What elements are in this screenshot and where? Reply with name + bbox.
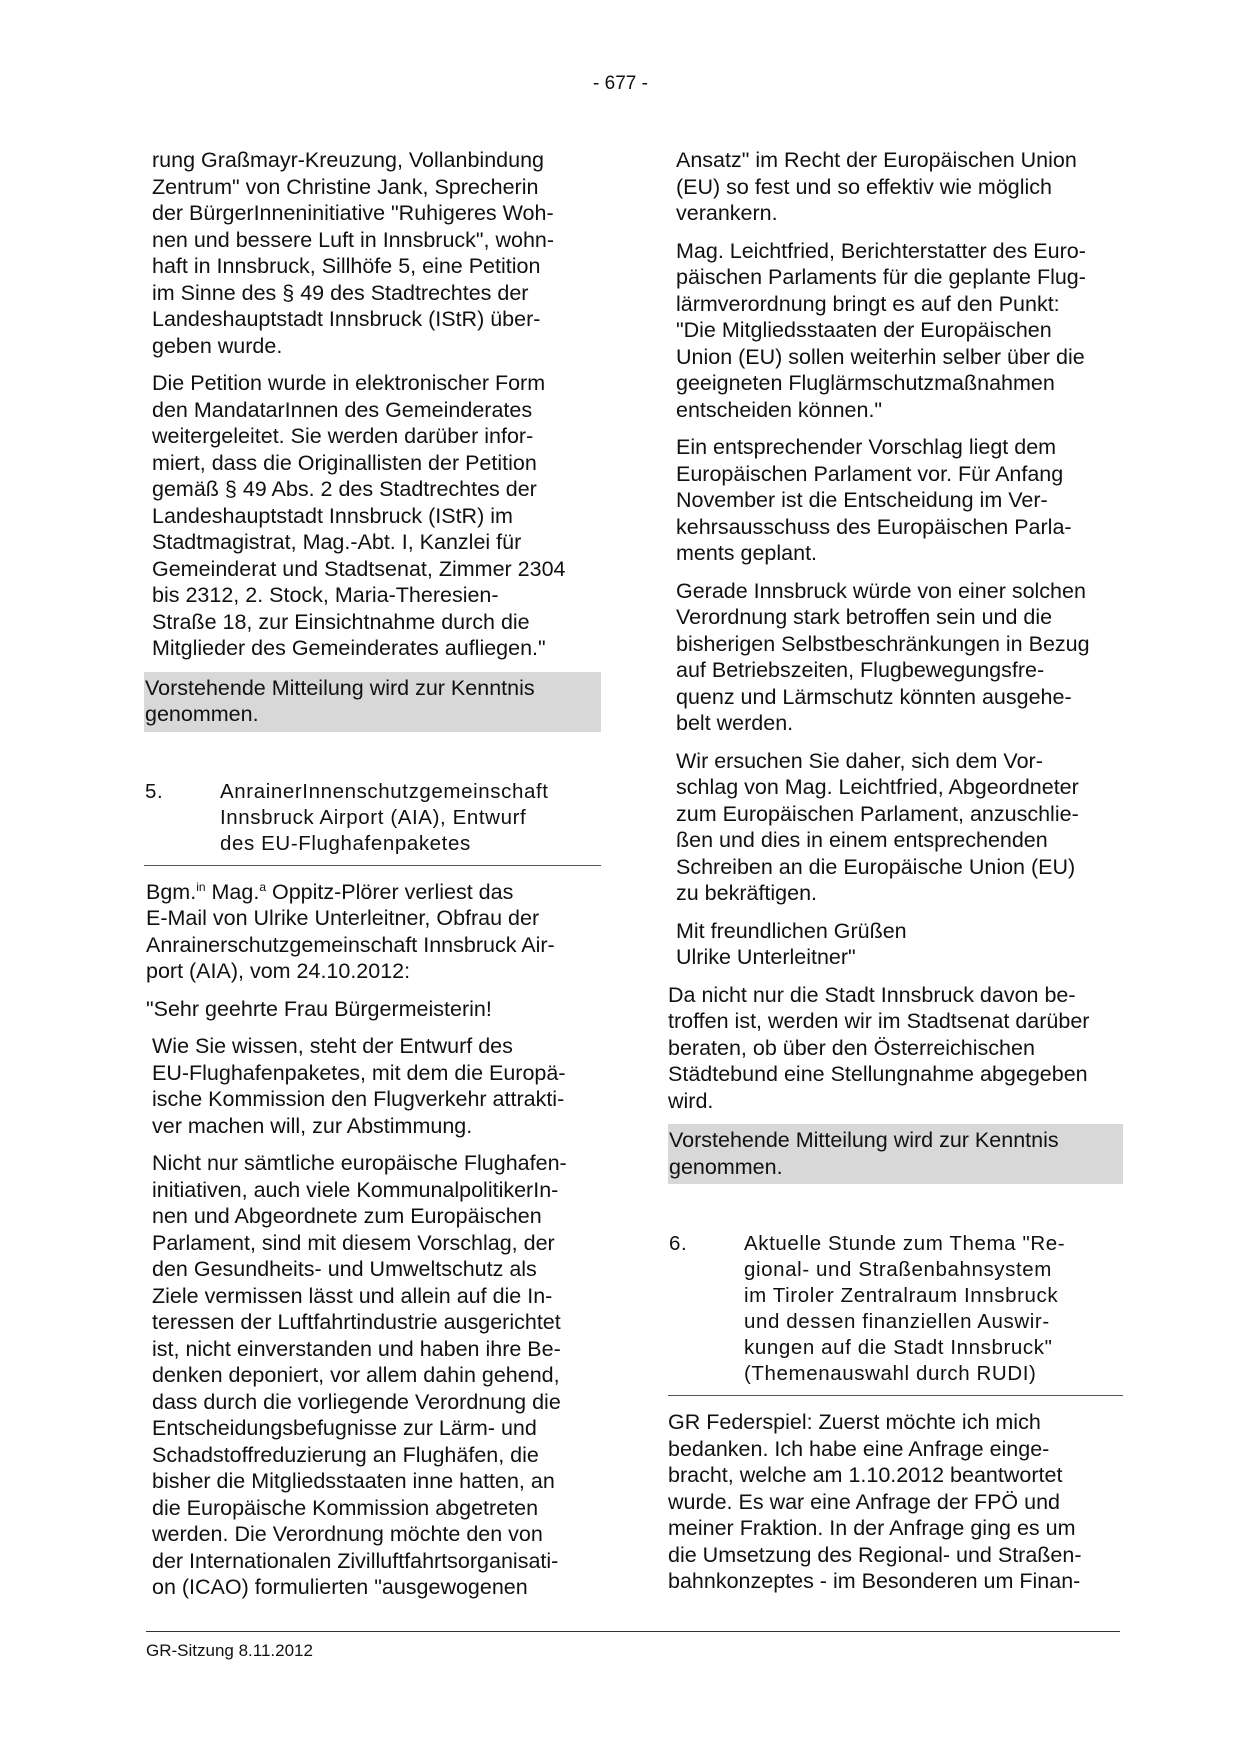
text-line: nen und Abgeordnete zum Europäischen [152, 1204, 542, 1228]
text-line: Entscheidungsbefugnisse zur Lärm- und [152, 1416, 537, 1440]
notice-line: genommen. [669, 1154, 783, 1179]
text-line: im Sinne des § 49 des Stadtrechtes der [152, 280, 529, 305]
text-line: November ist die Entscheidung im Ver- [676, 488, 1048, 512]
title-text: Mag. [205, 879, 260, 904]
text-line: schlag von Mag. Leichtfried, Abgeordneter [676, 775, 1079, 799]
text-line: Zentrum" von Christine Jank, Sprecherin [152, 174, 539, 199]
text-line: Verordnung stark betroffen sein und die [676, 605, 1053, 629]
text-line: miert, dass die Originallisten der Petition [152, 450, 537, 475]
text-line: den MandatarInnen des Gemeinderates [152, 397, 533, 422]
text-line: bedanken. Ich habe eine Anfrage einge- [668, 1436, 1050, 1461]
text-line: die Umsetzung des Regional- und Straßen- [668, 1542, 1082, 1567]
text-line: wurde. Es war eine Anfrage der FPÖ und [668, 1489, 1060, 1514]
text-line: Da nicht nur die Stadt Innsbruck davon be- [668, 982, 1076, 1007]
footer-session-date: GR-Sitzung 8.11.2012 [146, 1641, 313, 1660]
text-line: auf Betriebszeiten, Flugbewegungsfre- [676, 658, 1045, 682]
text-line: beraten, ob über den Österreichischen [668, 1035, 1035, 1060]
text-line: Schadstoffreduzierung an Flughäfen, die [152, 1442, 539, 1467]
text-line: Parlament, sind mit diesem Vorschlag, der [152, 1230, 555, 1255]
notice-box [144, 672, 601, 732]
text-line: zu bekräftigen. [676, 881, 818, 905]
letter-paragraph [668, 238, 1123, 424]
text-line: ments geplant. [676, 541, 818, 565]
text-line: Landeshauptstadt Innsbruck (IStR) über- [152, 307, 541, 331]
text-line: nen und bessere Luft in Innsbruck", wohn- [152, 227, 555, 252]
text-line: den Gesundheits- und Umweltschutz als [152, 1257, 537, 1281]
letter-paragraph [146, 1150, 601, 1601]
text-line: bisher die Mitgliedsstaaten inne hatten, an [152, 1469, 555, 1493]
text-line: troffen ist, werden wir im Stadtsenat darüber [668, 1009, 1090, 1033]
text-line: (EU) so fest und so effektiv wie möglich [676, 174, 1053, 199]
text-line: Anrainerschutzgemeinschaft Innsbruck Air- [146, 932, 555, 957]
agenda-item-6-heading [668, 1231, 1123, 1396]
petition-paragraph [146, 147, 601, 359]
text-line: die Europäische Kommission abgetreten [152, 1495, 539, 1520]
text-line: ist, nicht einverstanden und haben ihre Be- [152, 1336, 561, 1361]
text-line: päischen Parlaments für die geplante Flug- [676, 265, 1086, 289]
text-line: Gerade Innsbruck würde von einer solchen [676, 578, 1086, 603]
notice-line: genommen. [145, 702, 259, 726]
text-line: Nicht nur sämtliche europäische Flughafen- [152, 1151, 567, 1175]
text-line: initiativen, auch viele KommunalpolitikerIn- [152, 1177, 559, 1202]
right-column [668, 147, 1123, 1595]
text-line: entscheiden können." [676, 397, 883, 422]
heading-line: und dessen finanziellen Auswir- [744, 1310, 1050, 1333]
text-line: ische Kommission den Flugverkehr attrakti- [152, 1087, 565, 1111]
text-line: denken deponiert, vor allem dahin gehend, [152, 1363, 560, 1387]
letter-paragraph [668, 434, 1123, 567]
text-line [146, 879, 601, 906]
title-text: Bgm. [146, 879, 197, 904]
text-line: Landeshauptstadt Innsbruck (IStR) im [152, 503, 513, 528]
text-line: "Die Mitgliedsstaaten der Europäischen [676, 318, 1052, 342]
page-number: - 677 - [593, 73, 648, 94]
left-column [146, 147, 601, 1601]
text-line: EU-Flughafenpaketes, mit dem die Europä- [152, 1060, 566, 1085]
text-line: meiner Fraktion. In der Anfrage ging es um [668, 1516, 1076, 1540]
text-line: geben wurde. [152, 333, 283, 358]
heading-line: AnrainerInnenschutzgemeinschaft [220, 779, 549, 803]
text-line: Union (EU) sollen weiterhin selber über die [676, 344, 1085, 369]
text-line: belt werden. [676, 711, 794, 735]
text-line: Ansatz" im Recht der Europäischen Union [676, 148, 1077, 172]
heading-line: (Themenauswahl durch RUDI) [744, 1362, 1037, 1385]
intro-paragraph [146, 879, 601, 985]
superscript: a [259, 879, 266, 894]
heading-line: im Tiroler Zentralraum Innsbruck [744, 1284, 1059, 1307]
text-line: kehrsausschuss des Europäischen Parla- [676, 514, 1072, 539]
letter-paragraph [146, 1033, 601, 1139]
text-line: weitergeleitet. Sie werden darüber infor- [152, 424, 534, 448]
text-line: bahnkonzeptes - im Besonderen um Finan- [668, 1569, 1081, 1593]
text-line: haft in Innsbruck, Sillhöfe 5, eine Petition [152, 254, 541, 278]
text-line: geeigneten Fluglärmschutzmaßnahmen [676, 371, 1055, 395]
agenda-item-title [744, 1231, 1065, 1387]
text-line: Schreiben an die Europäische Union (EU) [676, 854, 1076, 879]
superscript: in [196, 879, 206, 894]
text-line: rung Graßmayr-Kreuzung, Vollanbindung [152, 148, 544, 172]
signature-name: Ulrike Unterleitner" [676, 945, 856, 969]
text-line: Wie Sie wissen, steht der Entwurf des [152, 1034, 513, 1058]
heading-line: Innsbruck Airport (AIA), Entwurf [220, 805, 527, 829]
footer-divider [146, 1631, 1120, 1632]
petition-forwarding-paragraph [146, 370, 601, 662]
text-line: Mit freundlichen Grüßen [676, 918, 907, 943]
text-line: Europäischen Parlament vor. Für Anfang [676, 461, 1064, 486]
heading-line: des EU-Flughafenpaketes [220, 831, 471, 855]
text-line: Straße 18, zur Einsichtnahme durch die [152, 609, 530, 634]
text-line: verankern. [676, 201, 778, 225]
text-line: Die Petition wurde in elektronischer Form [152, 371, 546, 395]
notice-line: Vorstehende Mitteilung wird zur Kenntnis [145, 675, 535, 700]
agenda-item-number: 5. [145, 779, 164, 803]
notice-box [668, 1124, 1123, 1184]
agenda-item-number: 6. [669, 1232, 688, 1255]
salutation: "Sehr geehrte Frau Bürgermeisterin! [146, 996, 492, 1021]
text-line: lärmverordnung bringt es auf den Punkt: [676, 291, 1060, 316]
text-line: GR Federspiel: Zuerst möchte ich mich [668, 1410, 1041, 1434]
text-line: dass durch die vorliegende Verordnung die [152, 1389, 561, 1414]
text-line: der Internationalen Zivilluftfahrtsorganisati- [152, 1548, 559, 1573]
text-line: bisherigen Selbstbeschränkungen in Bezug [676, 631, 1090, 656]
text-line: bracht, welche am 1.10.2012 beantwortet [668, 1463, 1063, 1487]
text-line: Gemeinderat und Stadtsenat, Zimmer 2304 [152, 556, 566, 581]
text-line: Stadtmagistrat, Mag.-Abt. I, Kanzlei für [152, 530, 522, 554]
text-span: Oppitz-Plörer verliest das [266, 879, 514, 904]
text-line: zum Europäischen Parlament, anzuschlie- [676, 801, 1079, 826]
text-line: Wir ersuchen Sie daher, sich dem Vor- [676, 748, 1043, 773]
text-line: teressen der Luftfahrtindustrie ausgerichtet [152, 1310, 561, 1334]
text-line: der BürgerInneninitiative "Ruhigeres Woh- [152, 201, 554, 225]
text-line: Städtebund eine Stellungnahme abgegeben [668, 1062, 1088, 1086]
agenda-item-title [220, 779, 549, 857]
text-line: Mag. Leichtfried, Berichterstatter des Euro- [676, 238, 1086, 263]
heading-line: gional- und Straßenbahnsystem [744, 1258, 1052, 1281]
heading-line: Aktuelle Stunde zum Thema "Re- [744, 1232, 1066, 1255]
heading-line: kungen auf die Stadt Innsbruck" [744, 1336, 1053, 1359]
letter-closing [668, 918, 1123, 971]
speech-paragraph [668, 1409, 1123, 1595]
text-line: ßen und dies in einem entsprechenden [676, 828, 1048, 852]
letter-paragraph [668, 578, 1123, 737]
agenda-item-5-heading [144, 779, 601, 866]
text-line: wird. [668, 1088, 714, 1113]
mayor-comment-paragraph [668, 982, 1123, 1115]
text-line: gemäß § 49 Abs. 2 des Stadtrechtes der [152, 477, 537, 501]
text-line: ver machen will, zur Abstimmung. [152, 1113, 473, 1138]
text-line: bis 2312, 2. Stock, Maria-Theresien- [152, 583, 499, 607]
text-line: quenz und Lärmschutz könnten ausgehe- [676, 684, 1072, 709]
letter-paragraph [668, 147, 1123, 227]
text-line: werden. Die Verordnung möchte den von [152, 1522, 543, 1546]
text-line: Ziele vermissen lässt und allein auf die In- [152, 1283, 553, 1308]
text-line: E-Mail von Ulrike Unterleitner, Obfrau der [146, 906, 540, 930]
text-line: port (AIA), vom 24.10.2012: [146, 959, 411, 983]
text-line: Mitglieder des Gemeinderates aufliegen." [152, 636, 546, 660]
text-line: Ein entsprechender Vorschlag liegt dem [676, 435, 1057, 459]
text-line: on (ICAO) formulierten "ausgewogenen [152, 1575, 528, 1599]
letter-paragraph [668, 748, 1123, 907]
notice-line: Vorstehende Mitteilung wird zur Kenntnis [669, 1128, 1059, 1152]
